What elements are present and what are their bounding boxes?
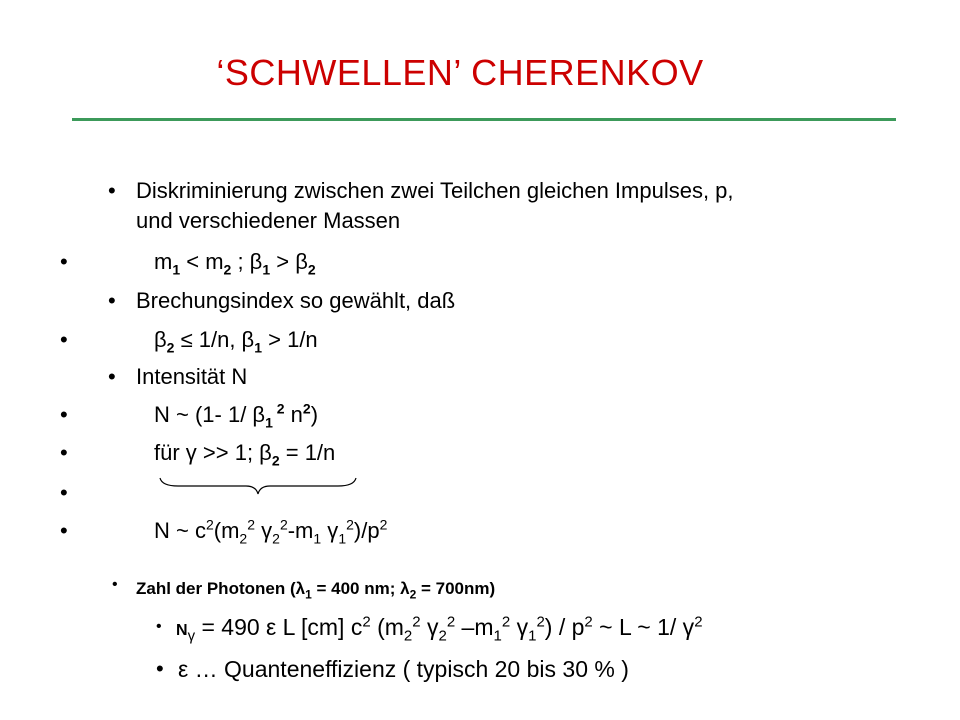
bullet-6: • [60, 402, 68, 427]
text-fuer-gamma: für γ >> 1; $\beta_2 = 1/n$ [154, 440, 336, 469]
title-divider [72, 118, 896, 121]
bullet-10: • [112, 576, 118, 593]
text-zahl-photonen: Zahl der Photonen ($\lambda_1 = 400$ nm; $\lambda_2 = 700nm$) [136, 579, 496, 602]
text-mass-relation: $m_1 < m_2$ ; $\beta_1 > \beta_2$ [154, 249, 316, 278]
text-brechungsindex: Brechungsindex so gewählt, daß [136, 288, 456, 313]
bullet-2: • [60, 249, 68, 274]
bullet-12: • [156, 656, 164, 681]
text-beta-condition: $\beta_2 \le 1/n$, $\beta_1 > 1/n$ [154, 327, 318, 356]
text-n-gamma-formula: $N_\gamma = 490$ ε L [cm] $c^2$ ($m_2^2$ $\gamma_2^2$ $-m_1^2$ $\gamma_1^2) / p^2$ ~ L ~ 1/ $\gamma^2$ [176, 613, 703, 645]
text-diskriminierung-1: Diskriminierung zwischen zwei Teilchen gleichen Impulses, p, [136, 178, 734, 203]
bullet-4: • [60, 327, 68, 352]
bullet-11: • [156, 618, 162, 635]
curly-brace-icon [158, 476, 358, 496]
text-n-formula-1: N ~ (1- 1/ $\beta_1$ $^2$ $n^2$) [154, 400, 319, 431]
text-quanteneffizienz: ε … Quanteneffizienz ( typisch 20 bis 30 % ) [178, 656, 629, 682]
text-diskriminierung-2: und verschiedener Massen [136, 208, 401, 233]
bullet-1: • [108, 178, 116, 203]
text-n-formula-2: N ~ $c^2(m_2^2$ $\gamma_2^2-m_1$ $\gamma_1^2)/p^2$ [154, 516, 388, 547]
text-intensitaet: Intensität N [136, 364, 248, 389]
bullet-7: • [60, 440, 68, 465]
bullet-8: • [60, 480, 68, 505]
bullet-9: • [60, 518, 68, 543]
bullet-3: • [108, 288, 116, 313]
slide-title: ‘SCHWELLEN’ CHERENKOV [216, 52, 704, 93]
bullet-5: • [108, 364, 116, 389]
